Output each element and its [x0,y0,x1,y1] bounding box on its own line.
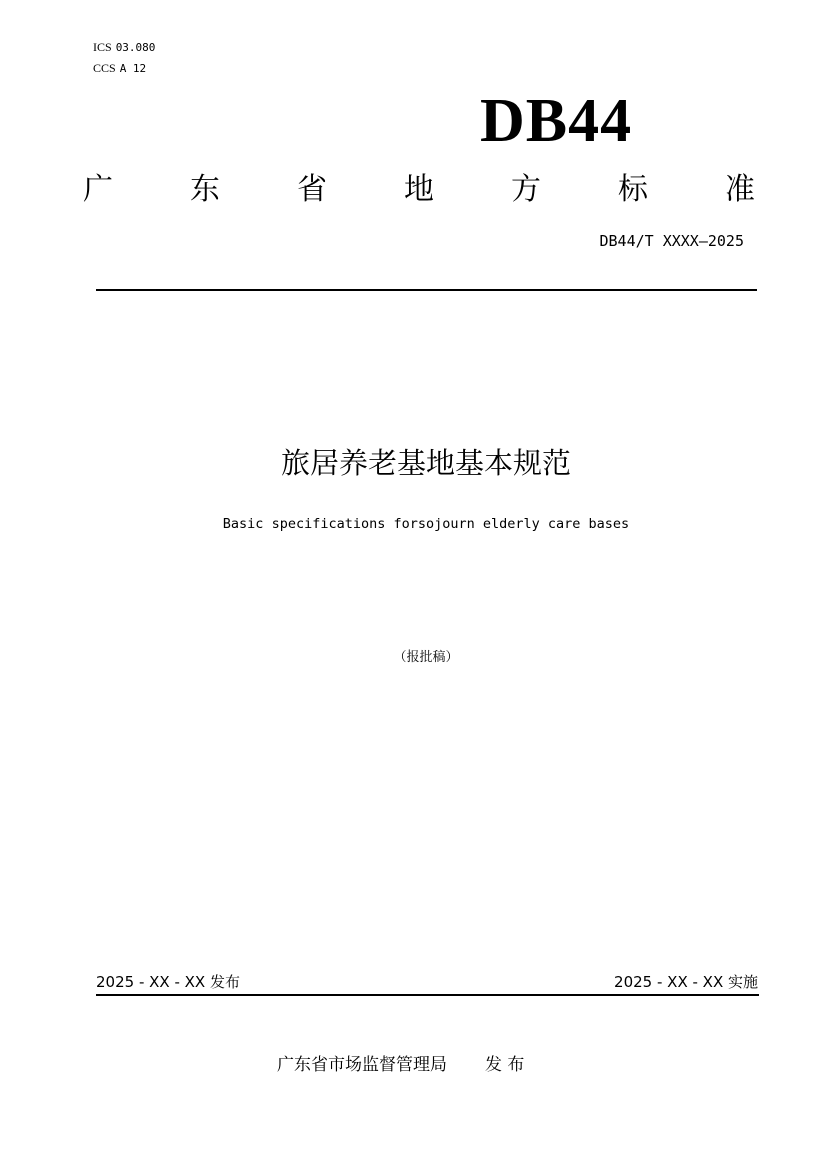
standard-title-char: 省 [297,172,327,207]
top-divider [96,289,757,291]
ccs-value: A 12 [119,62,147,75]
ccs-classification [93,61,146,76]
draft-status: （报批稿） [393,650,459,665]
standard-title [83,170,755,210]
publisher-action: 发 布 [485,1055,525,1075]
standard-title-char: 准 [725,172,755,207]
implement-date: 2025 - XX - XX 实施 [614,973,758,991]
standard-title-char: 标 [618,172,648,207]
bottom-divider [96,994,759,996]
ics-value: 03.080 [115,41,156,54]
standard-mark: DB44 [480,87,633,155]
ccs-label: CCS [93,61,116,75]
publisher-name: 广东省市场监督管理局 [277,1055,447,1075]
publisher-line [277,1054,524,1076]
standard-title-char: 广 [83,172,113,207]
standard-title-char: 地 [404,172,434,207]
publish-date: 2025 - XX - XX 发布 [96,973,240,991]
document-subtitle: Basic specifications forsojourn elderly care bases [222,516,630,532]
standard-number: DB44/T XXXX—2025 [599,232,744,250]
standard-title-char: 方 [511,172,541,207]
document-title: 旅居养老基地基本规范 [280,446,571,480]
standard-title-char: 东 [190,172,220,207]
ics-classification [93,40,155,55]
ics-label: ICS [93,40,112,54]
